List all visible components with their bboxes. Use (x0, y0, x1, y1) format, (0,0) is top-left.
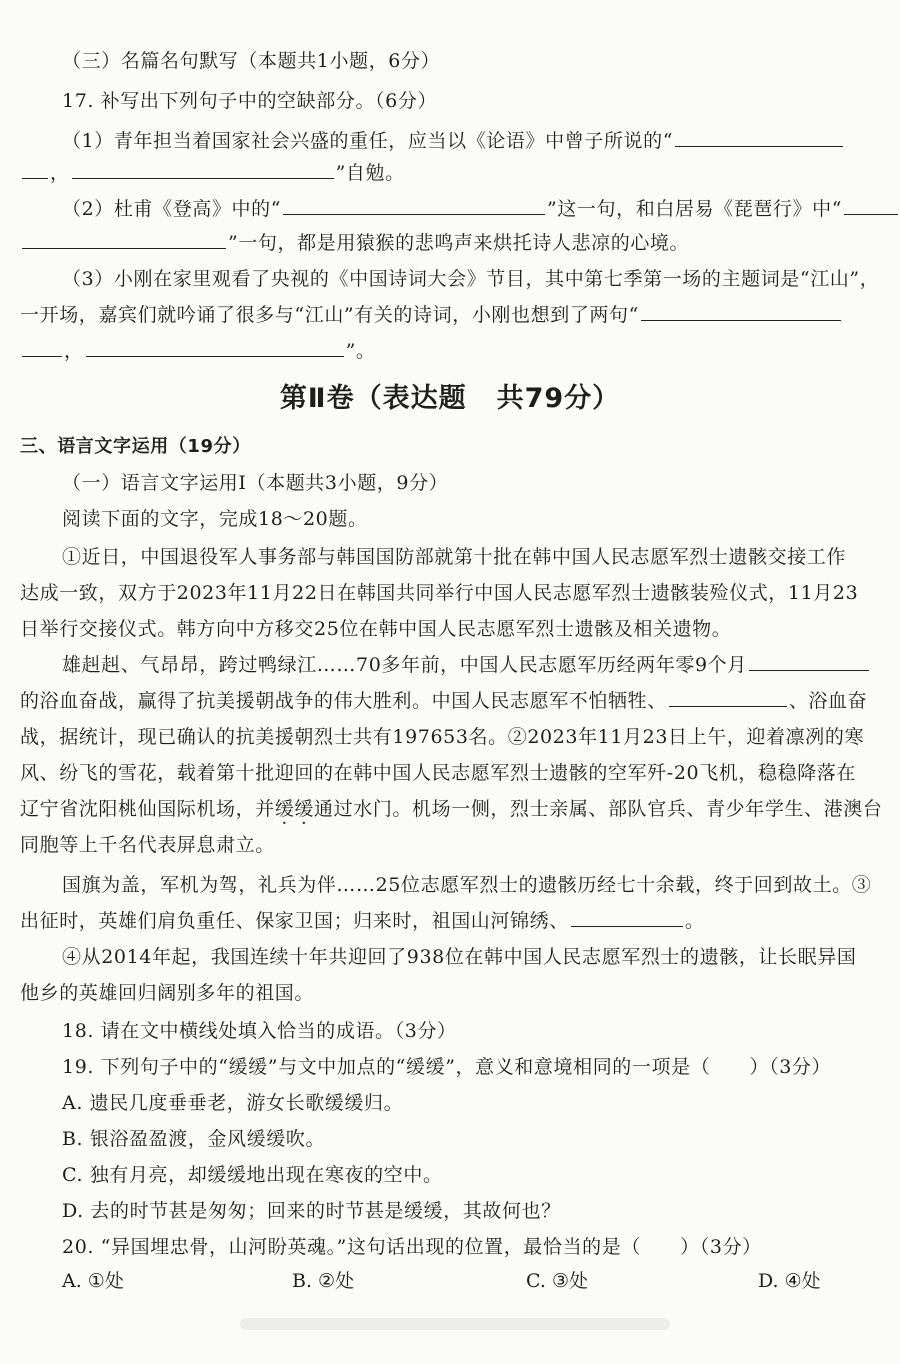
section-heading-recitation: （三）名篇名句默写（本题共1小题，6分） (62, 50, 441, 72)
question-17-stem: 17. 补写出下列句子中的空缺部分。（6分） (62, 90, 438, 112)
answer-blank[interactable] (22, 160, 48, 179)
passage-line (20, 794, 882, 824)
answer-blank[interactable] (72, 160, 334, 179)
passage-text: 、浴血奋 (788, 690, 868, 712)
passage-line: 日举行交接仪式。韩方向中方移交25位在韩中国人民志愿军烈士遗骸及相关遗物。 (20, 618, 732, 640)
passage-text: 通过水门。机场一侧，烈士亲属、部队官兵、青少年学生、港澳台 (314, 798, 883, 820)
answer-blank[interactable] (86, 338, 344, 357)
answer-blank[interactable] (641, 302, 841, 321)
passage-line: 他乡的英雄回归阔别多年的祖国。 (20, 982, 315, 1004)
passage-text: 。 (684, 910, 705, 932)
question-17-part3-line1: （3）小刚在家里观看了央视的《中国诗词大会》节目，其中第七季第一场的主题词是“江山”， (62, 268, 880, 290)
section-heading-language: 三、语言文字运用（19分） (20, 436, 251, 457)
passage-line: 风、纷飞的雪花，载着第十批迎回的在韩中国人民志愿军烈士遗骸的空军歼-20飞机，稳稳降落在 (20, 762, 856, 784)
passage-text: 出征时，英雄们肩负重任、保家卫国；归来时，祖国山河锦绣、 (20, 910, 569, 932)
question-17-part1-line2: ， ”自勉。 (20, 158, 405, 188)
subsection-heading: （一）语言文字运用Ⅰ（本题共3小题，9分） (62, 472, 449, 494)
page-footer-smudge (240, 1318, 670, 1330)
question-19-stem: 19. 下列句子中的“缓缓”与文中加点的“缓缓”，意义和意境相同的一项是（ ）（3分） (62, 1056, 832, 1078)
answer-blank[interactable] (675, 128, 843, 147)
question-17-part3-text-b: 一开场，嘉宾们就吟诵了很多与“江山”有关的诗词，小刚也想到了两句“ (20, 304, 639, 326)
question-20-option-c[interactable]: C. ③处 (526, 1270, 588, 1292)
answer-blank[interactable] (844, 196, 898, 215)
question-17-part3-end: ”。 (345, 340, 376, 362)
question-17-part2-line1 (62, 194, 900, 224)
passage-line (20, 686, 867, 716)
answer-blank[interactable] (22, 230, 226, 249)
passage-line: 国旗为盖，军机为驾，礼兵为伴……25位志愿军烈士的遗骸历经七十余载，终于回到故土。③ (62, 874, 872, 896)
part2-title-main: 第Ⅱ卷（表达题 (279, 383, 467, 414)
part2-title (0, 376, 900, 415)
answer-blank[interactable] (283, 196, 545, 215)
question-20-option-b[interactable]: B. ②处 (292, 1270, 355, 1292)
passage-line: ④从2014年起，我国连续十年共迎回了938位在韩中国人民志愿军烈士的遗骸，让长眠异国 (62, 946, 857, 968)
question-20-option-d[interactable]: D. ④处 (758, 1270, 821, 1292)
question-18-stem: 18. 请在文中横线处填入恰当的成语。（3分） (62, 1020, 457, 1042)
question-19-option-c[interactable]: C. 独有月亮，却缓缓地出现在寒夜的空中。 (62, 1164, 443, 1186)
question-17-part3-line3: ， ”。 (20, 336, 376, 366)
passage-text: 的浴血奋战，赢得了抗美援朝战争的伟大胜利。中国人民志愿军不怕牺牲、 (20, 690, 667, 712)
question-17-part1-end: ”自勉。 (335, 162, 405, 184)
passage-line (62, 650, 871, 680)
question-20-stem: 20. “异国埋忠骨，山河盼英魂。”这句话出现的位置，最恰当的是（ ）（3分） (62, 1236, 762, 1258)
passage-line: 同胞等上千名代表屏息肃立。 (20, 834, 275, 856)
passage-line: ①近日，中国退役军人事务部与韩国国防部就第十批在韩中国人民志愿军烈士遗骸交接工作 (62, 546, 847, 568)
reading-instruction: 阅读下面的文字，完成18～20题。 (62, 508, 368, 530)
answer-blank[interactable] (571, 908, 683, 927)
question-19-option-a[interactable]: A. 遗民几度垂垂老，游女长歌缓缓归。 (62, 1092, 404, 1114)
answer-blank[interactable] (22, 338, 62, 357)
answer-blank[interactable] (749, 652, 869, 671)
passage-line (20, 906, 704, 936)
emphasis-char: 缓 (294, 798, 315, 820)
question-17-part1-line1 (62, 126, 845, 156)
part2-title-score: 共79分） (496, 383, 621, 414)
passage-text: 辽宁省沈阳桃仙国际机场，并 (20, 798, 275, 820)
question-20-option-a[interactable]: A. ①处 (62, 1270, 124, 1292)
answer-blank[interactable] (669, 688, 787, 707)
question-17-part2-text-c: ”一句，都是用猿猴的悲鸣声来烘托诗人悲凉的心境。 (228, 232, 690, 254)
question-19-option-d[interactable]: D. 去的时节甚是匆匆；回来的时节甚是缓缓，其故何也？ (62, 1200, 561, 1222)
passage-line: 达成一致，双方于2023年11月22日在韩国共同举行中国人民志愿军烈士遗骸装殓仪式，11月23 (20, 582, 859, 604)
question-17-part2-text-a: （2）杜甫《登高》中的“ (62, 198, 282, 220)
emphasis-char: 缓 (274, 798, 295, 820)
question-17-part1-text: （1）青年担当着国家社会兴盛的重任，应当以《论语》中曾子所说的“ (62, 130, 674, 152)
question-17-part3-line2 (20, 300, 843, 330)
question-17-part2-text-b: ”这一句，和白居易《琵琶行》中“ (547, 198, 843, 220)
passage-text: 雄赳赳、气昂昂，跨过鸭绿江……70多年前，中国人民志愿军历经两年零9个月 (62, 654, 747, 676)
question-17-part2-line2 (20, 228, 689, 258)
question-19-option-b[interactable]: B. 银浴盈盈渡，金风缓缓吹。 (62, 1128, 326, 1150)
passage-line: 战，据统计，现已确认的抗美援朝烈士共有197653名。②2023年11月23日上午，迎着凛冽的寒 (20, 726, 865, 748)
